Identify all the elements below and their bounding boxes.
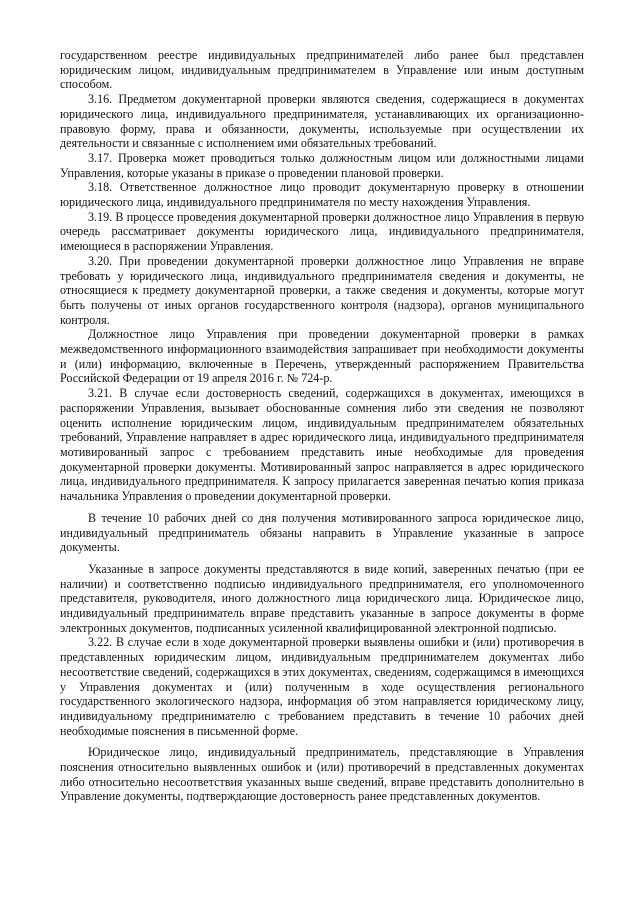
paragraph-continuation: государственном реестре индивидуальных предпринимателей либо ранее был представлен юридическим лицом, индивидуальным предпринимателем в Управление или иным доступным способом. xyxy=(60,48,584,92)
paragraph-document-copies: Указанные в запросе документы представляются в виде копий, заверенных печатью (при ее наличии) и соответственно подписью индивидуального предпринимателя, его уполномоченного представителя, руководителя, иного должностного лица юридического лица. Юридическое лицо, индивидуальный предприниматель вправе представить указанные в запросе документы в форме электронных документов, подписанных усиленной квалифицированной электронной подписью. xyxy=(60,561,584,635)
paragraph-3-22: 3.22. В случае если в ходе документарной проверки выявлены ошибки и (или) противоречия в представленных юридическим лицом, индивидуальным предпринимателем документах либо несоответствие сведений, содержащихся в этих документах, сведениям, содержащимся в имеющихся у Управления документах и (или) полученным в ходе осуществления регионального государственного экологического надзора, информация об этом направляется юридическому лицу, индивидуальному предпринимателю с требованием представить в течение 10 рабочих дней необходимые пояснения в письменной форме. xyxy=(60,635,584,738)
paragraph-interagency-request: Должностное лицо Управления при проведении документарной проверки в рамках межведомственного информационного взаимодействия запрашивает при необходимости документы и (или) информацию, включенные в Перечень, утвержденный распоряжением Правительства Российской Федерации от 19 апреля 2016 г. № 724-р. xyxy=(60,327,584,386)
paragraph-3-18: 3.18. Ответственное должностное лицо проводит документарную проверку в отношении юридического лица, индивидуального предпринимателя по месту нахождения Управления. xyxy=(60,180,584,210)
paragraph-3-21: 3.21. В случае если достоверность сведений, содержащихся в документах, имеющихся в распоряжении Управления, вызывает обоснованные сомнения либо эти сведения не позволяют оценить исполнение юридическим лицом, индивидуальным предпринимателем обязательных требований, Управление направляет в адрес юридического лица, индивидуального предпринимателя мотивированный запрос с требованием представить иные необходимые для проведения документарной проверки документы. Мотивированный запрос направляется в адрес юридического лица, индивидуального предпринимателя. К запросу прилагается заверенная печатью копия приказа начальника Управления о проведении документарной проверки. xyxy=(60,386,584,504)
document-page xyxy=(60,48,584,804)
paragraph-3-16: 3.16. Предметом документарной проверки являются сведения, содержащиеся в документах юридического лица, индивидуального предпринимателя, устанавливающих их организационно-правовую форму, права и обязанности, документы, используемые при осуществлении их деятельности и связанные с исполнением ими обязательных требований. xyxy=(60,92,584,151)
paragraph-10-day-deadline: В течение 10 рабочих дней со дня получения мотивированного запроса юридическое лицо, индивидуальный предприниматель обязаны направить в Управление указанные в запросе документы. xyxy=(60,510,584,555)
paragraph-3-19: 3.19. В процессе проведения документарной проверки должностное лицо Управления в первую очередь рассматривает документы юридического лица, индивидуального предпринимателя, имеющиеся в распоряжении Управления. xyxy=(60,209,584,254)
paragraph-explanations: Юридическое лицо, индивидуальный предприниматель, представляющие в Управления пояснения относительно выявленных ошибок и (или) противоречий в представленных документах либо относительно несоответствия указанных выше сведений, вправе представить дополнительно в Управление документы, подтверждающие достоверность ранее представленных документов. xyxy=(60,745,584,804)
paragraph-3-17: 3.17. Проверка может проводиться только должностным лицом или должностными лицами Управления, которые указаны в приказе о проведении плановой проверки. xyxy=(60,150,584,180)
paragraph-3-20: 3.20. При проведении документарной проверки должностное лицо Управления не вправе требовать у юридического лица, индивидуального предпринимателя сведения и документы, не относящиеся к предмету документарной проверки, а также сведения и документы, которые могут быть получены от иных органов государственного контроля (надзора), органов муниципального контроля. xyxy=(60,253,584,327)
